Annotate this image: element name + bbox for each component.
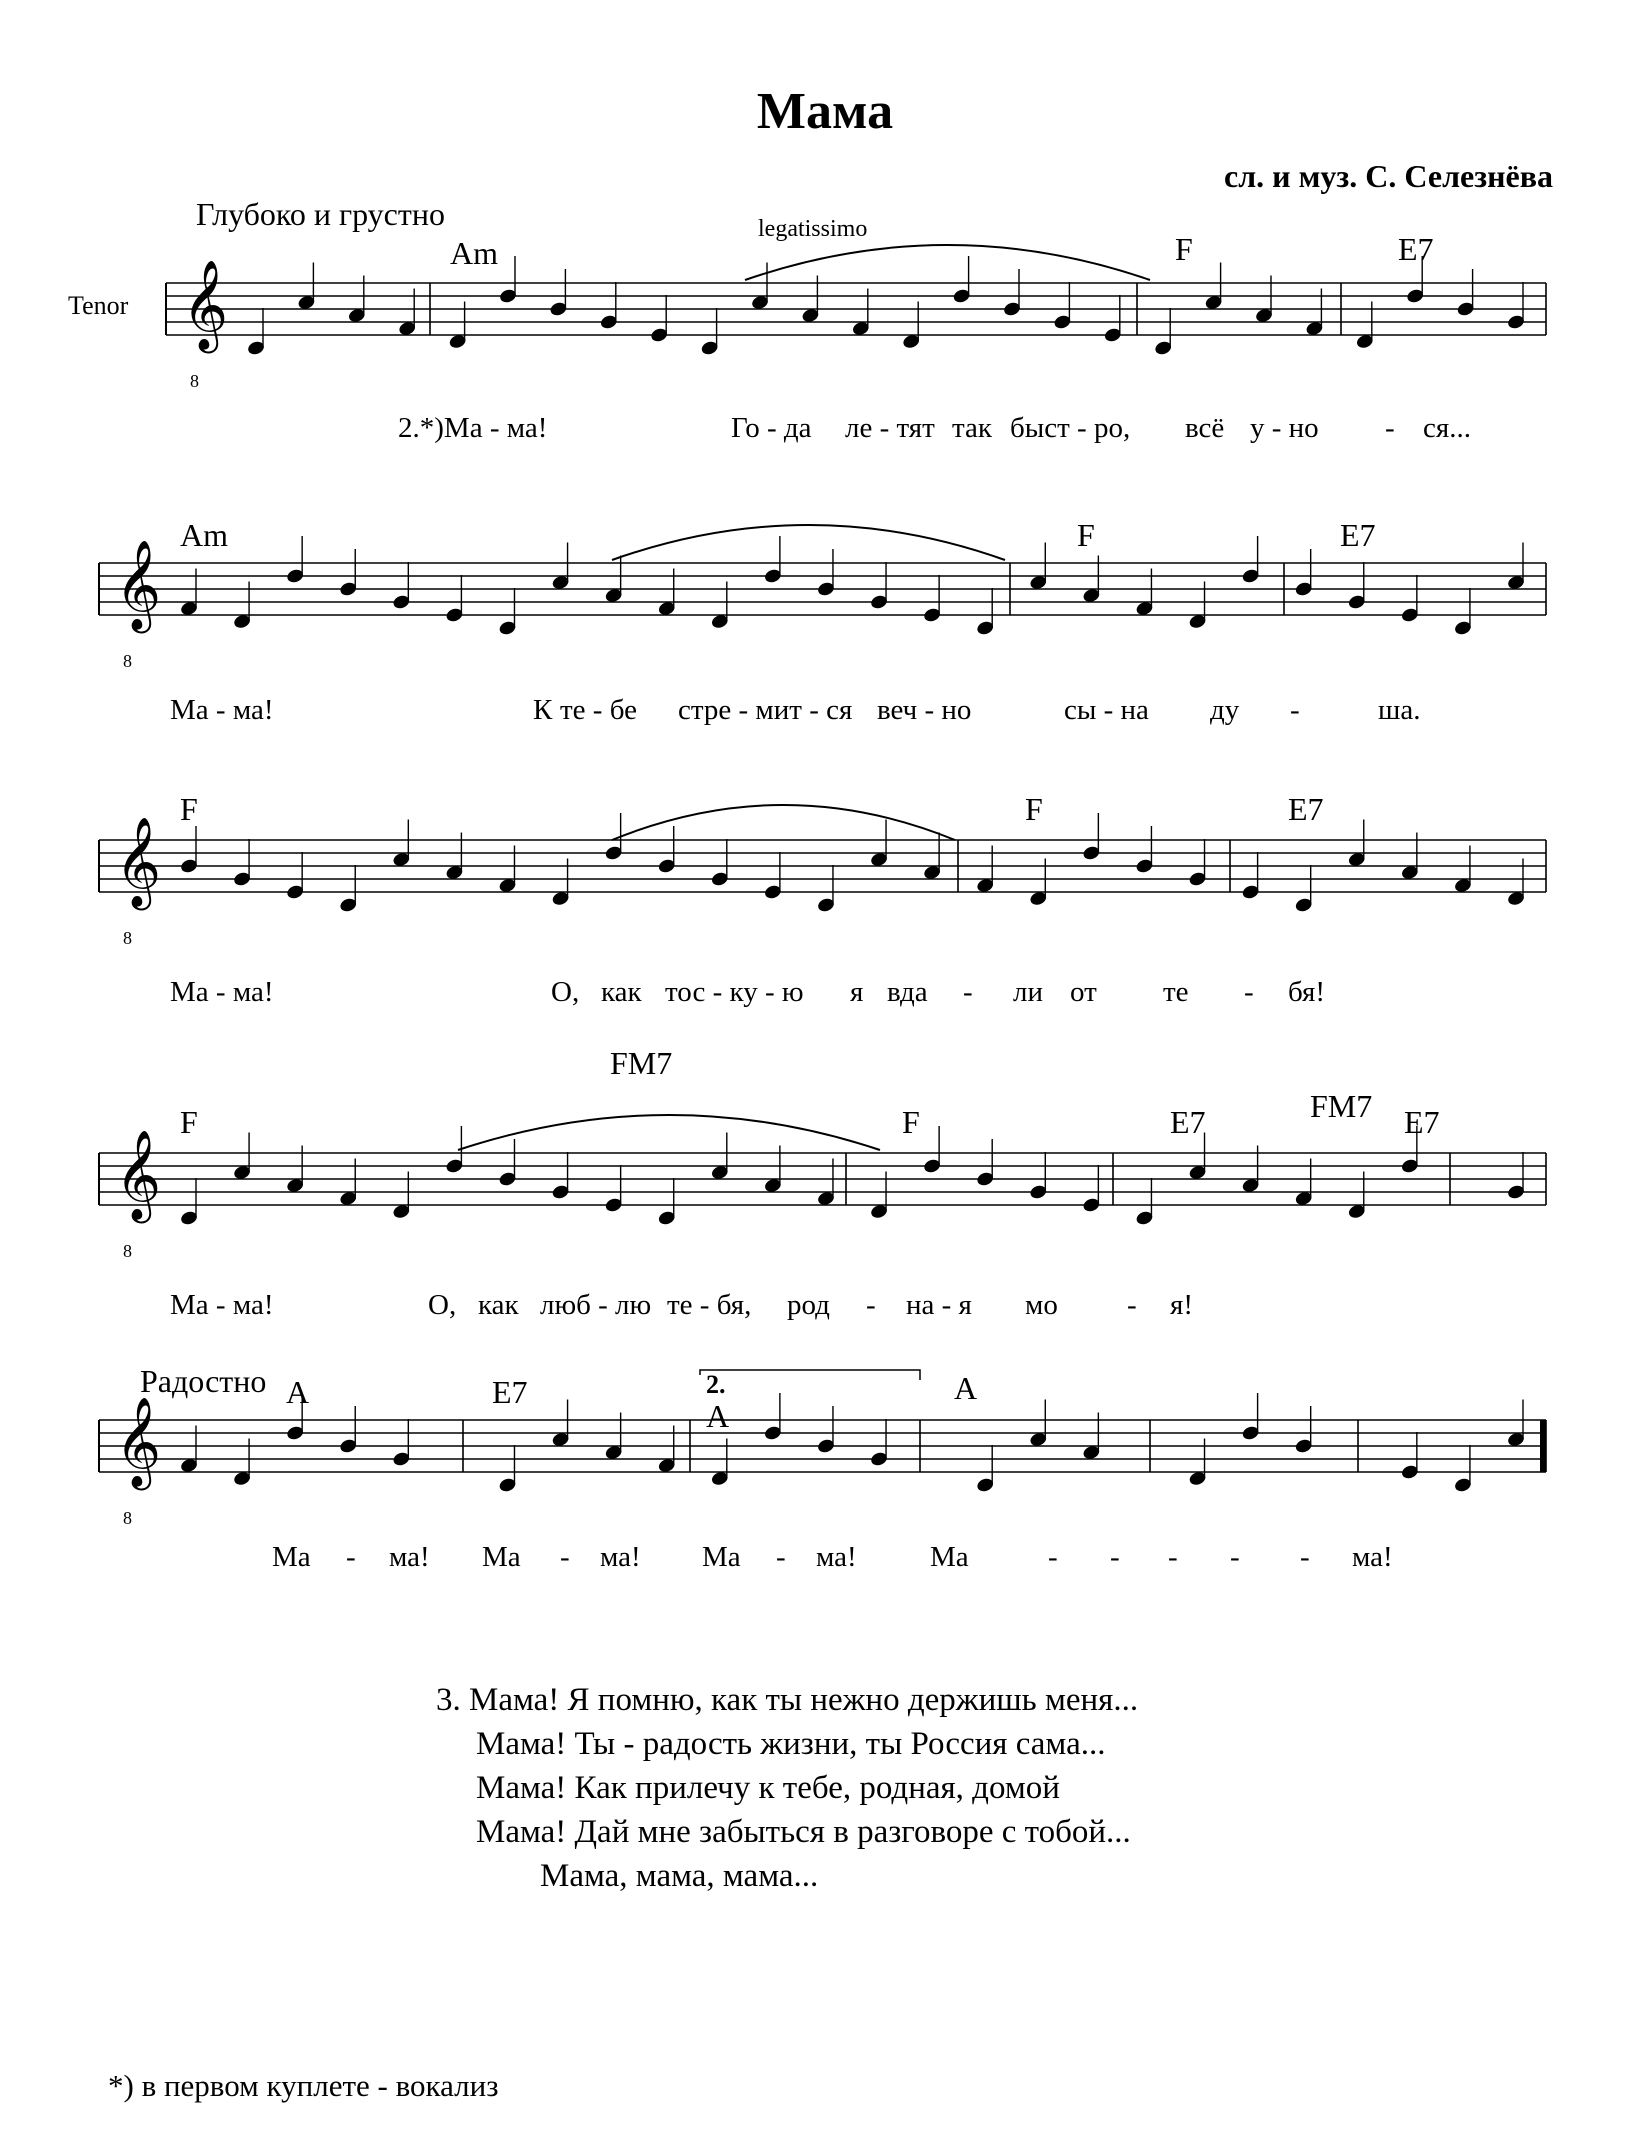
lyric-syllable: я! [1170,1289,1193,1321]
lyric-syllable: те [1163,976,1189,1008]
clef-octave-mark: 8 [123,1508,132,1528]
verse-line: Мама, мама, мама... [540,1858,819,1894]
chord-symbol: F [902,1104,920,1140]
treble-clef-icon: 𝄞 [115,1131,162,1218]
chord-symbol: F [180,791,198,827]
chord-symbol: E7 [1398,231,1434,267]
lyric-syllable: ма! [1352,1541,1393,1573]
chord-symbol: FM7 [610,1045,673,1081]
chord-symbol: E7 [1340,517,1376,553]
slur [745,245,1150,280]
lyric-syllable: О, [551,976,580,1008]
lyric-syllable: - [866,1289,876,1321]
lyric-syllable: 2.*)Ма - ма! [398,412,548,444]
lyric-syllable: Ма [482,1541,521,1573]
lyric-syllable: Ма [930,1541,969,1573]
notation-marks [115,245,1526,1528]
tempo-mark-2: Радостно [140,1363,267,1399]
lyric-syllable: так [952,412,992,444]
clef-octave-mark: 8 [123,928,132,948]
composer-credit: сл. и муз. С. Селезнёва [1224,158,1553,194]
lyric-syllable: - [1110,1541,1120,1573]
lyric-syllable: ся... [1423,412,1471,444]
tempo-mark-1: Глубоко и грустно [196,196,445,232]
chord-symbol: A [954,1370,978,1406]
lyric-syllable: я [850,976,864,1008]
chord-symbol: F [1077,517,1095,553]
chord-symbol: E7 [1404,1104,1440,1140]
clef-octave-mark: 8 [123,651,132,671]
lyric-syllable: ма! [600,1541,641,1573]
lyric-syllable: - [1230,1541,1240,1573]
chord-symbol: Am [450,235,498,271]
lyric-syllable: род [787,1289,830,1321]
lyric-syllable: те - бе [560,694,637,726]
lyric-syllable: как [478,1289,519,1321]
lyric-syllable: те - бя, [667,1289,752,1321]
lyric-syllable: Ма - ма! [170,694,274,726]
lyric-syllable: - [963,976,973,1008]
lyric-syllable: мо [1025,1289,1058,1321]
verse-line: Мама! Ты - радость жизни, ты Россия сама... [476,1726,1106,1762]
slur [612,525,1005,560]
lyric-syllable: тос - ку - ю [665,976,804,1008]
chord-symbol: F [1025,791,1043,827]
lyric-syllable: как [601,976,642,1008]
instrument-label: Tenor [68,291,129,320]
lyric-syllable: вда [887,976,928,1008]
lyric-syllable: Ма [272,1541,311,1573]
lyric-syllable: бя! [1288,976,1326,1008]
clef-octave-mark: 8 [190,371,199,391]
lyric-syllable: - [1300,1541,1310,1573]
clef-octave-mark: 8 [123,1241,132,1261]
lyric-syllable: - [1244,976,1254,1008]
volta-bracket [700,1370,920,1380]
lyric-syllable: Ма [702,1541,741,1573]
lyric-syllable: быст - ро, [1010,412,1131,444]
final-barline [1540,1420,1546,1472]
lyric-syllable: от [1070,976,1097,1008]
lyric-syllable: - [560,1541,570,1573]
lyric-syllable: ма! [816,1541,857,1573]
lyric-syllable: - [1048,1541,1058,1573]
chord-symbol: A [706,1398,730,1434]
lyric-syllable: ли [1013,976,1043,1008]
lyric-syllable: К [533,694,553,726]
chord-symbol: FM7 [1310,1088,1373,1124]
treble-clef-icon: 𝄞 [115,1398,162,1485]
lyric-syllable: Го - да [731,412,812,444]
verse-line: 3. Мама! Я помню, как ты нежно держишь меня... [436,1682,1139,1718]
chord-symbol: E7 [492,1374,528,1410]
treble-clef-icon: 𝄞 [115,541,162,628]
treble-clef-icon: 𝄞 [182,261,229,348]
lyric-syllable: всё [1185,412,1225,444]
lyric-syllable: люб - лю [540,1289,652,1321]
lyric-syllable: Ма - ма! [170,976,274,1008]
footnote: *) в первом куплете - вокализ [108,2068,499,2103]
slur [458,1115,880,1150]
expression-legatissimo: legatissimo [758,216,868,242]
treble-clef-icon: 𝄞 [115,818,162,905]
lyric-syllable: сы - на [1064,694,1149,726]
lyric-syllable: - [1290,694,1300,726]
chord-symbol: Am [180,517,228,553]
lyric-syllable: ле - тят [845,412,935,444]
chord-symbol: F [180,1104,198,1140]
volta-ending-label: 2. [706,1370,726,1399]
lyric-syllable: у - но [1250,412,1319,444]
verse-line: Мама! Как прилечу к тебе, родная, домой [476,1770,1060,1806]
staff-lines [99,283,1546,1472]
lyric-syllable: О, [428,1289,457,1321]
lyric-syllable: ма! [389,1541,430,1573]
lyric-syllable: веч - но [877,694,972,726]
slur [612,805,955,840]
chord-symbol: E7 [1170,1104,1206,1140]
lyric-syllable: - [1168,1541,1178,1573]
chord-symbol: E7 [1288,791,1324,827]
lyric-syllable: ду [1210,694,1240,726]
lyric-syllable: - [346,1541,356,1573]
page-title: Мама [756,83,894,140]
lyric-syllable: - [1127,1289,1137,1321]
lyric-syllable: Ма - ма! [170,1289,274,1321]
lyric-syllable: стре - мит - ся [678,694,853,726]
verse-line: Мама! Дай мне забыться в разговоре с тобой... [476,1814,1131,1850]
lyric-syllable: ша. [1378,694,1421,726]
lyric-syllable: - [1385,412,1395,444]
chord-symbol: A [286,1374,310,1410]
lyric-syllable: - [776,1541,786,1573]
lyric-syllable: на - я [906,1289,972,1321]
chord-symbol: F [1175,231,1193,267]
